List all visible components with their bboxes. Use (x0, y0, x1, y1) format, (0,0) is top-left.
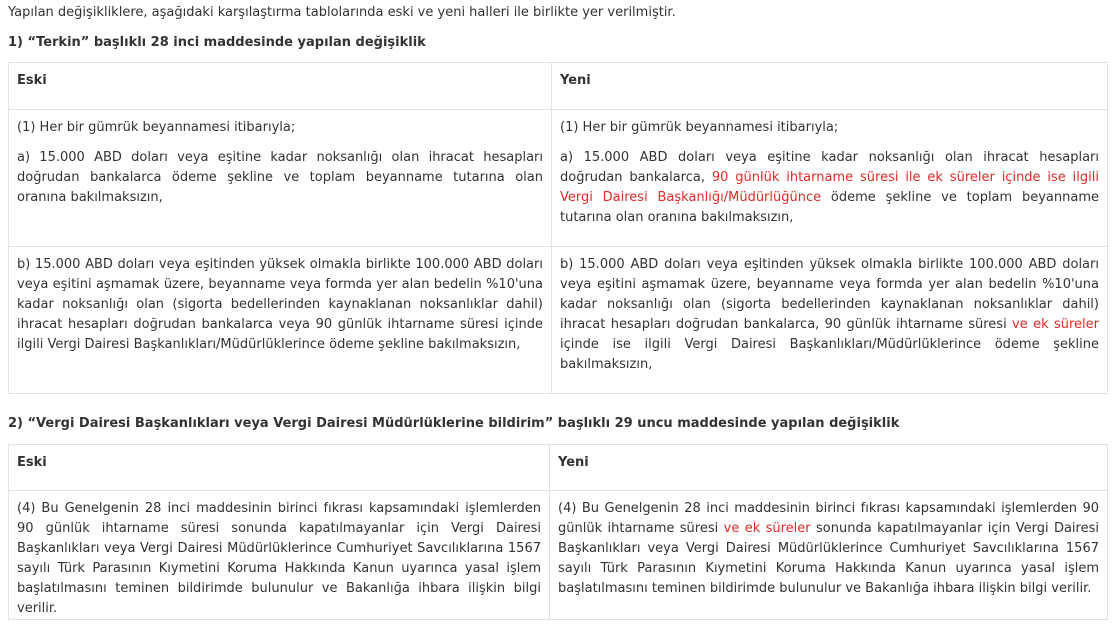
comparison-table-2 (8, 444, 1108, 620)
table-2-row-1-new (550, 491, 1108, 620)
new-paragraph-b-text-2: içinde ise ilgili Vergi Dairesi Başkanlıkları/Müdürlüklerince ödeme şekline bakılmaksızın, (560, 337, 1099, 372)
comparison-table-1 (8, 62, 1108, 394)
new-paragraph-b-text-1: b) 15.000 ABD doları veya eşitinden yüksek olmakla birlikte 100.000 ABD doları veya eşitini aşmamak üzere, beyanname veya formda yer alan bedelin %10'una kadar noksanlığı olan (sigorta bedellerinden kaynaklanan noksanlıklar dahil) ihracat hesapları doğrudan bankalarca, 90 günlük ihtarname süresi (560, 257, 1099, 332)
old-paragraph-1: (1) Her bir gümrük beyannamesi itibarıyla; (17, 120, 296, 135)
new-paragraph-b-change: ve ek süreler (1012, 317, 1099, 332)
table-2-header-new (550, 445, 1108, 491)
table-1-row-2-new (552, 247, 1108, 394)
intro-text: Yapılan değişikliklere, aşağıdaki karşılaştırma tablolarında eski ve yeni halleri ile birlikte yer verilmiştir. (8, 5, 676, 20)
old-paragraph-a: a) 15.000 ABD doları veya eşitine kadar noksanlığı olan ihracat hesapları doğrudan bankalarca ödeme şekline ve toplam beyanname tutarına olan oranına bakılmaksızın, (17, 150, 543, 205)
table-1-row-1-old (9, 110, 552, 247)
table-2-row-1-old (9, 491, 550, 620)
table-1-row-2-old (9, 247, 552, 394)
section-1-heading: 1) “Terkin” başlıklı 28 inci maddesinde yapılan değişiklik (8, 35, 426, 50)
new-paragraph-4 (558, 491, 1099, 599)
table-1-header-old (9, 63, 552, 110)
header-new-label: Yeni (558, 455, 589, 470)
new-paragraph-4-text-2: sonunda kapatılmayanlar için Vergi Dairesi Başkanlıkları veya Vergi Dairesi Müdürlüklerince Cumhuriyet Savcılıklarına 1567 sayılı Türk Parasının Kıymetini Koruma Hakkında Kanun uyarınca yasal işlem başlatılmasını teminen bildirimde bulunulur ve Bakanlığa ihbara ilişkin bilgi verilir. (558, 521, 1099, 596)
new-paragraph-a-text-2: ödeme şekline ve toplam beyanname tutarına olan oranına bakılmaksızın, (560, 190, 1099, 225)
header-old-label: Eski (17, 73, 47, 88)
new-paragraph-a-text-1: a) 15.000 ABD doları veya eşitine kadar noksanlığı olan ihracat hesapları doğrudan bankalarca, (560, 150, 1099, 185)
new-paragraph-a (560, 138, 1099, 228)
new-paragraph-4-change: ve ek süreler (723, 521, 811, 536)
new-paragraph-a-change: 90 günlük ihtarname süresi ile ek süreler içinde ise ilgili Vergi Dairesi Başkanlığı/Müdürlüğünce (560, 170, 1099, 205)
old-paragraph-4: (4) Bu Genelgenin 28 inci maddesinin birinci fıkrası kapsamındaki işlemlerden 90 günlük ihtarname süresi sonunda kapatılmayanlar için Vergi Dairesi Başkanlıkları veya Vergi Dairesi Müdürlüklerince Cumhuriyet Savcılıklarına 1567 sayılı Türk Parasının Kıymetini Koruma Hakkında Kanun uyarınca yasal işlem başlatılmasını teminen bildirimde bulunulur ve Bakanlığa ihbara ilişkin bilgi verilir. (17, 501, 541, 616)
new-paragraph-1: (1) Her bir gümrük beyannamesi itibarıyla; (560, 120, 839, 135)
old-paragraph-b: b) 15.000 ABD doları veya eşitinden yüksek olmakla birlikte 100.000 ABD doları veya eşitini aşmamak üzere, beyanname veya formda yer alan bedelin %10'una kadar noksanlığı olan (sigorta bedellerinden kaynaklanan noksanlıklar dahil) ihracat hesapları doğrudan bankalarca veya 90 günlük ihtarname süresi içinde ilgili Vergi Dairesi Başkanlıkları/Müdürlüklerince ödeme şekline bakılmaksızın, (17, 257, 543, 352)
new-paragraph-4-text-1: (4) Bu Genelgenin 28 inci maddesinin birinci fıkrası kapsamındaki işlemlerden 90 günlük ihtarname süresi (558, 501, 1099, 536)
header-new-label: Yeni (560, 73, 591, 88)
table-1-row-1-new (552, 110, 1108, 247)
table-2-header-old (9, 445, 550, 491)
table-1-header-new (552, 63, 1108, 110)
section-2-heading: 2) “Vergi Dairesi Başkanlıkları veya Vergi Dairesi Müdürlüklerine bildirim” başlıklı 29 uncu maddesinde yapılan değişiklik (8, 416, 900, 431)
new-paragraph-b (560, 247, 1099, 375)
header-old-label: Eski (17, 455, 47, 470)
